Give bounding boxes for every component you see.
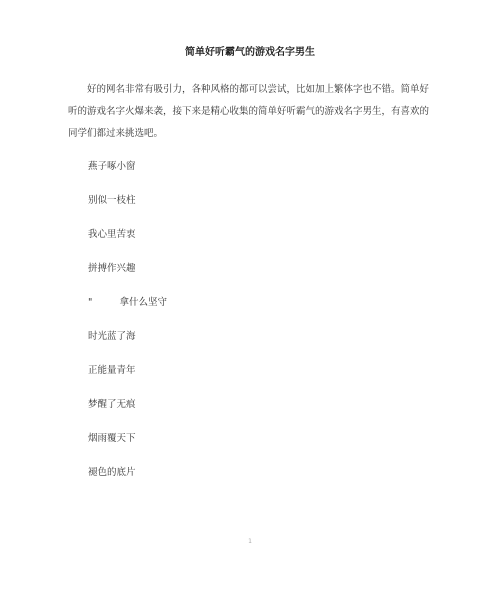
list-item: 褪色的底片 — [88, 467, 136, 478]
page-number: 1 — [248, 538, 252, 545]
intro-paragraph: 好的网名非常有吸引力，各种风格的都可以尝试，比如加上繁体字也不错。简单好听的游戏名字火爆来袭，接下来是精心收集的简单好听霸气的游戏名字男生，有喜欢的同学们都过来挑选吧。 — [68, 84, 430, 139]
list-item: 燕子啄小窗 — [88, 161, 136, 172]
list-item: 别似一枝柱 — [88, 195, 136, 206]
list-item: 我心里苦衷 — [88, 229, 136, 240]
list-item: 拼搏作兴趣 — [88, 263, 136, 274]
name-list — [88, 157, 167, 497]
list-item: 正能量青年 — [88, 365, 136, 376]
list-item: 梦醒了无痕 — [88, 399, 136, 410]
document-title: 简单好听霸气的游戏名字男生 — [185, 47, 315, 58]
list-item: " 拿什么坚守 — [88, 297, 168, 308]
list-item: 烟雨覆天下 — [88, 433, 136, 444]
list-item: 时光蓝了海 — [88, 331, 136, 342]
